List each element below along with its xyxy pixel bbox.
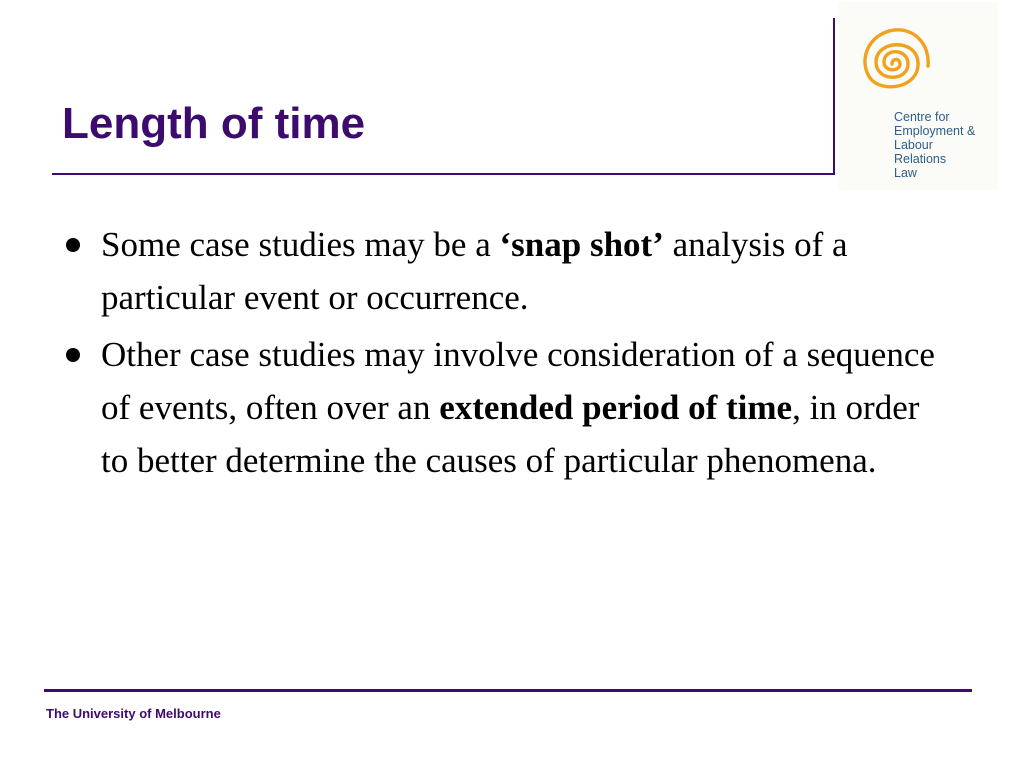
footer-university-name: The University of Melbourne <box>46 706 221 721</box>
bullet-dot-icon <box>66 348 80 362</box>
bullet-dot-icon <box>66 238 80 252</box>
logo-line-law: Law <box>894 166 917 180</box>
spiral-logo-icon <box>846 18 936 108</box>
bullet-text-before: Some case studies may be a <box>101 225 500 264</box>
centre-logo <box>838 2 998 190</box>
logo-line-centre-for: Centre for <box>894 110 950 124</box>
bullet-list <box>60 218 950 491</box>
bullet-text-after: analysis of a particular event or occurrence. <box>101 225 848 317</box>
title-divider <box>52 173 835 175</box>
bullet-item-snap-shot <box>60 218 950 324</box>
footer-divider <box>44 689 972 692</box>
logo-line-labour: Labour <box>894 138 933 152</box>
bullet-emphasis: extended period of time <box>439 388 793 427</box>
bullet-text-before: Other case studies may involve consideration of a sequence of events, often over an <box>101 335 935 427</box>
logo-line-employment: Employment & <box>894 124 976 138</box>
logo-wordmark <box>894 110 975 180</box>
slide-title: Length of time <box>62 99 366 148</box>
bullet-item-extended-period <box>60 328 950 487</box>
logo-line-relations: Relations <box>894 152 947 166</box>
title-vertical-divider <box>833 18 835 175</box>
bullet-emphasis: ‘snap shot’ <box>499 225 664 264</box>
bullet-text-after: , in order to better determine the causes of particular phenomena. <box>101 388 920 480</box>
